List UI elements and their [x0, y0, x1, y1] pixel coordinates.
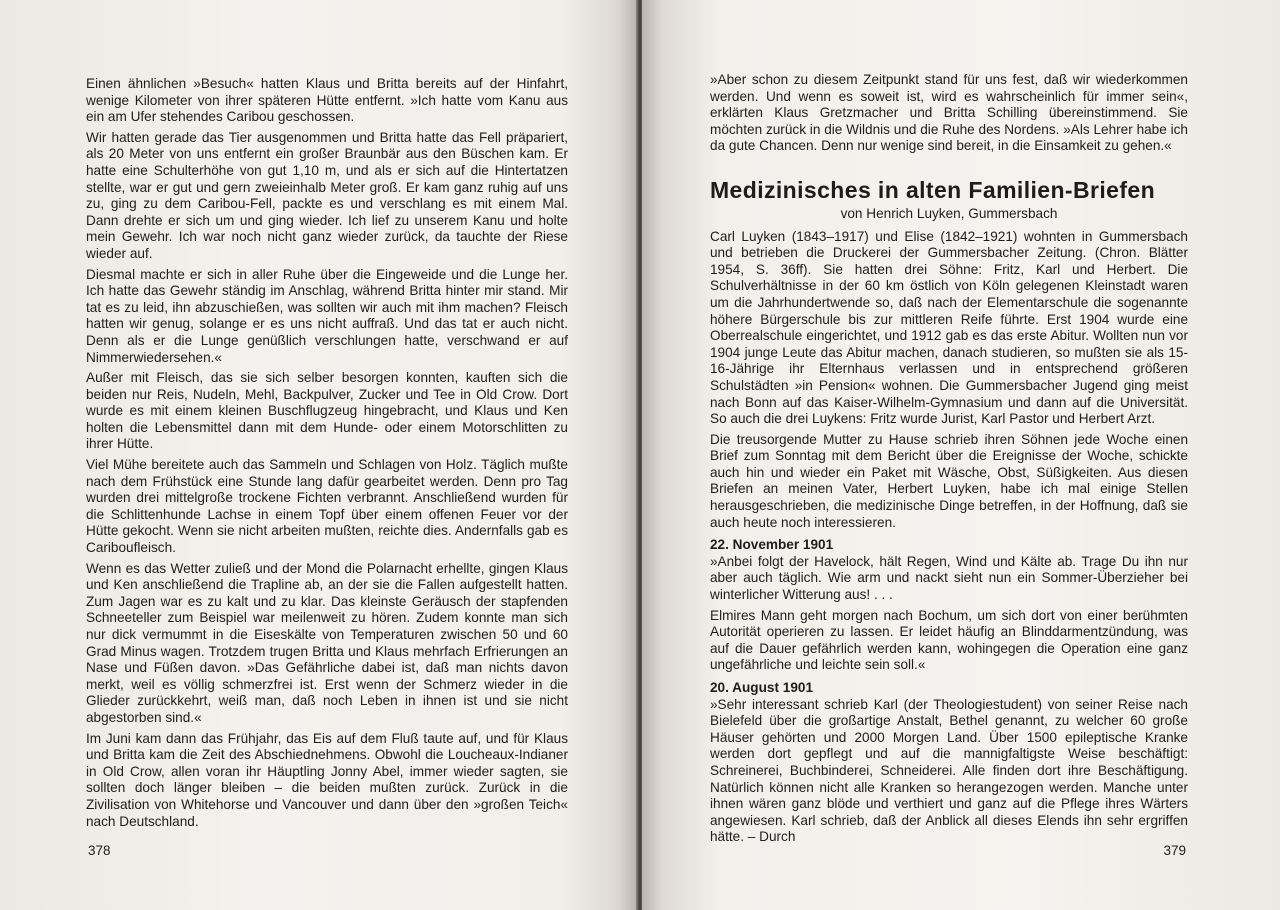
- letter-date-1: 22. November 1901: [710, 537, 834, 553]
- letter-1-part-a: »Anbei folgt der Havelock, hält Regen, Wind und Kälte ab. Trage Du ihn nur aber auch täglich. Wie arm und nackt sieht nun ein Sommer-Überzieher bei winterlicher Witterung aus! . . .: [710, 553, 1188, 603]
- letter-date-2: 20. August 1901: [710, 680, 814, 695]
- left-paragraph-4: Außer mit Fleisch, das sie sich selber besorgen konnten, kauften sich die beiden nur Reis, Nudeln, Mehl, Backpulver, Zucker und Tee in Old Crow. Dort wurde es mit einem kleinen Buschflugzeug hingebracht, und Klaus und Ken holten die Lebensmittel dann mit dem Hunde- oder einem Motorschlitten zu ihrer Hütte.: [86, 370, 568, 452]
- right-page: [642, 0, 1280, 910]
- left-paragraph-7: Im Juni kam dann das Frühjahr, das Eis auf dem Fluß taute auf, und für Klaus und Britta kam die Zeit des Abschiednehmens. Obwohl die Loucheaux-Indianer in Old Crow, allen voran ihr Häuptling Jonny Abel, immer wieder sagten, sie sollten doch länger bleiben – die beiden mußten zurück. Zurück in die Zivilisation von Whitehorse und Vancouver und dann über den »großen Teich« nach Deutschland.: [86, 730, 568, 829]
- left-paragraph-2: Wir hatten gerade das Tier ausgenommen und Britta hatte das Fell präpariert, als 20 Meter von uns entfernt ein großer Braunbär aus den Büschen kam. Er hatte eine Schulterhöhe von gut 1,10 m, und als er sich auf die Hintertatzen stellte, war er gut und gern zweieinhalb Meter groß. Er kam ganz ruhig auf uns zu, ging zu dem Caribou-Fell, packte es und verschlang es mit einem Mal. Dann drehte er sich um und ging wieder. Ich lief zu unserem Kanu und holte mein Gewehr. Ich war noch nicht ganz wieder zurück, da tauchte der Riese wieder auf.: [86, 129, 568, 261]
- left-page: [0, 0, 638, 910]
- right-intro-paragraph: »Aber schon zu diesem Zeitpunkt stand für uns fest, daß wir wiederkommen werden. Und wenn es soweit ist, wird es wahrscheinlich für immer sein«, erklärten Klaus Gretzmacher und Britta Schilling übereinstimmend. Sie möchten zurück in die Wildnis und die Ruhe des Nordens. »Als Lehrer habe ich da gute Chancen. Denn nur wenige sind bereit, in die Einsamkeit zu gehen.«: [710, 72, 1188, 154]
- letter-1-part-b: Elmires Mann geht morgen nach Bochum, um sich dort von einer berühmten Autorität operieren zu lassen. Er leidet häufig an Blinddarmentzündung, was auf die Dauer gefährlich werden kann, wohingegen die Operation eine ganz ungefährliche und leichte sein soll.«: [710, 607, 1188, 673]
- article-byline: von Henrich Luyken, Gummersbach: [840, 205, 1058, 221]
- left-paragraph-1: Einen ähnlichen »Besuch« hatten Klaus und Britta bereits auf der Hinfahrt, wenige Kilometer von ihrer späteren Hütte entfernt. »Ich hatte vom Kanu aus ein am Ufer stehendes Caribou geschossen.: [86, 76, 568, 125]
- left-paragraph-3: Diesmal machte er sich in aller Ruhe über die Eingeweide und die Lunge her. Ich hatte das Gewehr ständig im Anschlag, während Britta hinter mir stand. Mir tat es zu leid, ihn abzuschießen, was sollten wir auch mit ihm machen? Fleisch hatten wir genug, solange er es uns nicht auffraß. Und das tat er auch nicht. Denn als er die Lunge genüßlich verschlungen hatte, verschwand er auf Nimmerwiedersehen.«: [86, 266, 568, 365]
- letter-2: »Sehr interessant schrieb Karl (der Theologiestudent) von seiner Reise nach Bielefeld über die großartige Anstalt, Bethel genannt, zu welcher 60 große Häuser gehörten und 2000 Morgen Land. Über 1500 epileptische Kranke werden dort gepflegt und auf die mannigfaltigste Weise beschäftigt: Schreinerei, Buchbinderei, Schneiderei. Alle finden dort ihre Beschäftigung. Natürlich können nicht alle Kranken so herangezogen werden. Manche unter ihnen wären ganz blöde und verthiert und ganz auf die Pflege ihres Wärters angewiesen. Karl schrieb, daß der Anblick all dieses Elends ihn sehr ergriffen hätte. – Durch: [710, 696, 1188, 845]
- left-paragraph-6: Wenn es das Wetter zuließ und der Mond die Polarnacht erhellte, gingen Klaus und Ken anschließend die Trapline ab, an der sie die Fallen aufgestellt hatten. Zum Jagen war es zu kalt und zu klar. Das kleinste Geräusch der stapfenden Schneeteller zum Beispiel war meilenweit zu hören. Zudem konnte man sich nur dick vermummt in die Eiseskälte von Temperaturen zwischen 50 und 60 Grad Minus wagen. Trotzdem trugen Britta und Klaus mehrfach Erfrierungen an Nase und Füßen davon. »Das Gefährliche dabei ist, daß man nichts davon merkt, weil es völlig schmerzfrei ist. Erst wenn der Schmerz wieder in die Glieder zurückkehrt, weiß man, daß noch Leben in ihnen ist und sie nicht abgestorben sind.«: [86, 560, 568, 725]
- article-paragraph-1: Carl Luyken (1843–1917) und Elise (1842–1921) wohnten in Gummersbach und betrieben die Druckerei der Gummersbacher Zeitung. (Chron. Blätter 1954, S. 36ff). Sie hatten drei Söhne: Fritz, Karl und Herbert. Die Schulverhältnisse in der 60 km östlich von Köln gelegenen Kleinstadt waren um die Jahrhundertwende so, daß nach der Elementarschule die sogenannte höhere Bürgerschule bis zur mittleren Reife führte. Erst 1904 wurde eine Oberrealschule eingerichtet, und 1912 gab es das erste Abitur. Wollten nun vor 1904 junge Leute das Abitur machen, danach studieren, so mußten sie als 15-16-Jährige ihr Elternhaus verlassen und in entsprechend größeren Schulstädten »in Pension« wohnen. Die Gummersbacher Jugend ging meist nach Bonn auf das Kaiser-Wilhelm-Gymnasium und dann auf die Universität. So auch die drei Luykens: Fritz wurde Jurist, Karl Pastor und Herbert Arzt.: [710, 228, 1188, 427]
- right-page-number: 379: [1163, 843, 1186, 859]
- left-paragraph-5: Viel Mühe bereitete auch das Sammeln und Schlagen von Holz. Täglich mußte nach dem Frühstück eine Stunde lang dafür gearbeitet werden. Denn pro Tag wurden drei mittelgroße trockene Fichten verbrannt. Anschließend wurden für die Schlittenhunde Lachse in einem Topf über einem offenen Feuer vor der Hütte gekocht. Wenn sie nicht arbeiten mußten, reichte dies. Andernfalls gab es Cariboufleisch.: [86, 457, 568, 556]
- left-page-number: 378: [88, 843, 111, 859]
- article-heading: Medizinisches in alten Familien-Briefen: [710, 176, 1156, 203]
- article-paragraph-2: Die treusorgende Mutter zu Hause schrieb ihren Söhnen jede Woche einen Brief zum Sonntag mit dem Bericht über die Ereignisse der Woche, schickte auch hin und wieder ein Paket mit Wäsche, Obst, Süßigkeiten. Aus diesen Briefen an meinen Vater, Herbert Luyken, habe ich mal einige Stellen herausgeschrieben, die medizinische Dinge betreffen, in der Hoffnung, daß sie auch heute noch interessieren.: [710, 431, 1188, 530]
